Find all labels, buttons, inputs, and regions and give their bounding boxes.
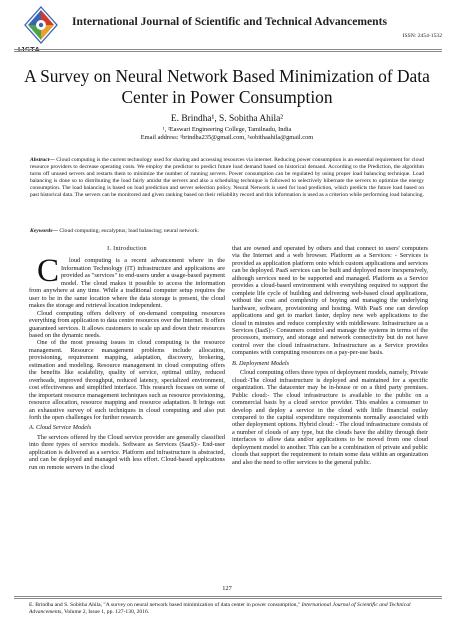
- citation: [29, 602, 427, 616]
- paper-affiliation: ¹, ²Easwari Engineering College, Tamilnadu, India: [162, 126, 292, 133]
- intro-paragraph-3: One of the most pressing issues in cloud computing is the resource management. Resource management problems include allocation, provisioning, requirement mapping, adaptation, discovery, brokering, estimation and modeling. Resource management in cloud computing offers the benefits like scalability, quality of service, optimal utility, reduced overheads, improved throughput, reduced latency, specialized environment, cost effectiveness and simplified interface. This research focuses on some of the important resource management techniques such as resource provisioning, resource allocation, resource mapping and resource adaptation. It brings out an exhaustive survey of such techniques in cloud computing and also put forth the open challenges for further research.: [29, 339, 225, 421]
- paper-title: A Survey on Neural Network Based Minimization of Data Center in Power Consumption: [24, 66, 430, 107]
- abstract-text: Cloud computing is the current technology used for sharing and accessing resources via internet. Reducing power consumption is an essential requirement for cloud resource providers to decrease operating costs. We employ the predictor to predict future load demand based on historical demand. According to the Prediction, the algorithm turns off unused servers and restarts them to minimize the number of running servers. Power consumption can be regulated by using proper load balancing technique. Load balancing is done so to distributing the load fairly amidst the servers and also a scheduling technique is followed to selectively hibernate the servers to optimize the energy consumption. The load balancing is based on load prediction and server selection policy. Neural Network is used for load prediction, which predicts the future load based on past historical data. The servers can be monitored and given ranking based on their reliability record and this information is used as a criterion while performing load balancing.: [30, 157, 424, 198]
- service-models-paragraph: The services offered by the Cloud service provider are generally classified into three types of service models. Software as Services (SaaS):- End-user application is delivered as a service. Platform and infrastructure is abstracted, and can be deployed and managed with less effort. Cloud-based applications run on remote servers in the cloud: [29, 433, 225, 471]
- journal-logo-icon: [24, 6, 58, 44]
- journal-title: International Journal of Scientific and Technical Advancements: [72, 15, 387, 28]
- keywords-text: Cloud computing; eucalyptus; load balancing; neural network.: [59, 228, 200, 234]
- page-number: 127: [222, 585, 232, 592]
- left-column: [29, 244, 225, 471]
- intro-paragraph-2: Cloud computing offers delivery of on-demand computing resources everything from application to data centre resources over the Internet. It offers guaranteed services. It allows customers to scale up and down their resources based on the dynamic needs.: [29, 309, 225, 339]
- deployment-models-paragraph: Cloud computing offers three types of deployment models, namely, Private cloud:-The cloud infrastructure is deployed and maintained for a specific organization. The datacenter may be in-house or on a third party premises. Public cloud:- The cloud infrastructure is available to the public on a commercial basis by a cloud service provider. This enables a consumer to develop and deploy a service in the cloud with little financial outlay compared to the capital expenditure requirements normally associated with other deployment options. Hybrid cloud: - The cloud infrastructure consists of a number of clouds of any type, but the clouds have the ability through their interfaces to allow data and/or applications to be moved from one cloud deployment model to another. This can be a combination of private and public clouds that support the requirement to retain some data within an organization and also the need to offer services to the general public.: [232, 369, 428, 466]
- intro-paragraph-1-text: loud computing is a recent advancement where in the Information Technology (IT) infrastructure and applications are provided as "services" to end-users under a usage-based payment model. The cloud makes it possible to access the information from anywhere at any time. While a traditional computer setup requires the user to be in the same location where the data storage is present, the cloud makes the storage and retrieval location independent.: [29, 257, 225, 310]
- paper-email: Email address: ¹brindha235@gmail.com, ²sobithaahila@gmail.com: [140, 134, 314, 141]
- header-divider-second: [14, 51, 442, 52]
- section-heading-introduction: I. Introduction: [107, 246, 147, 252]
- issn-number: ISSN: 2454-1532: [402, 33, 442, 39]
- citation-details: , Volume 2, Issue 1, pp. 127-130, 2016.: [61, 608, 150, 615]
- footer-divider-second: [14, 598, 442, 599]
- intro-paragraph-1: [29, 253, 225, 310]
- keywords: [30, 228, 424, 235]
- citation-journal: International Journal of Scientific and Technical Advancements: [29, 602, 411, 615]
- journal-logo: [24, 6, 58, 44]
- subsection-heading-deployment-models: B. Deployment Models: [232, 359, 290, 367]
- subsection-heading-service-models: A. Cloud Service Models: [29, 424, 92, 432]
- drop-cap: C: [37, 253, 60, 290]
- citation-authors: E. Brindha and S. Sobitha Ahila, "A survey on neural network based minimization of data center in power consumption,": [29, 602, 301, 608]
- abstract: [30, 157, 424, 199]
- logo-text: IJSTA: [18, 45, 41, 54]
- service-models-continued: that are owned and operated by others and that connect to users' computers via the Internet and a web browser. Platform as a Services: - Services is provided as application platform onto which custom applications and services can be deployed. PaaS services can be built and deployed more inexpensively, although services need to be supported and managed. Platform as a Service provides a cloud-based environment with everything required to support the complete life cycle of building and delivering web-based cloud applications, without the cost and complexity of buying and managing the underlying hardware, software, provisioning and hosting. With PaaS one can develop applications and get to market faster, deploy new web applications to the cloud in minutes and reduce complexity with middleware. Infrastructure as a Services (IaaS):- Consumers control and manage the systems in terms of the processors, memory, and storage and network connectivity but do not have control over the cloud infrastructure. Infrastructure as a Service provides companies with computing resources on a pay-per-use basis.: [232, 245, 428, 357]
- abstract-label: Abstract—: [30, 157, 55, 163]
- footer-divider: [14, 596, 442, 597]
- right-column: [232, 245, 428, 466]
- keywords-label: Keywords—: [30, 228, 58, 234]
- paper-authors: E. Brindha¹, S. Sobitha Ahila²: [170, 114, 284, 124]
- header-divider: [14, 49, 442, 50]
